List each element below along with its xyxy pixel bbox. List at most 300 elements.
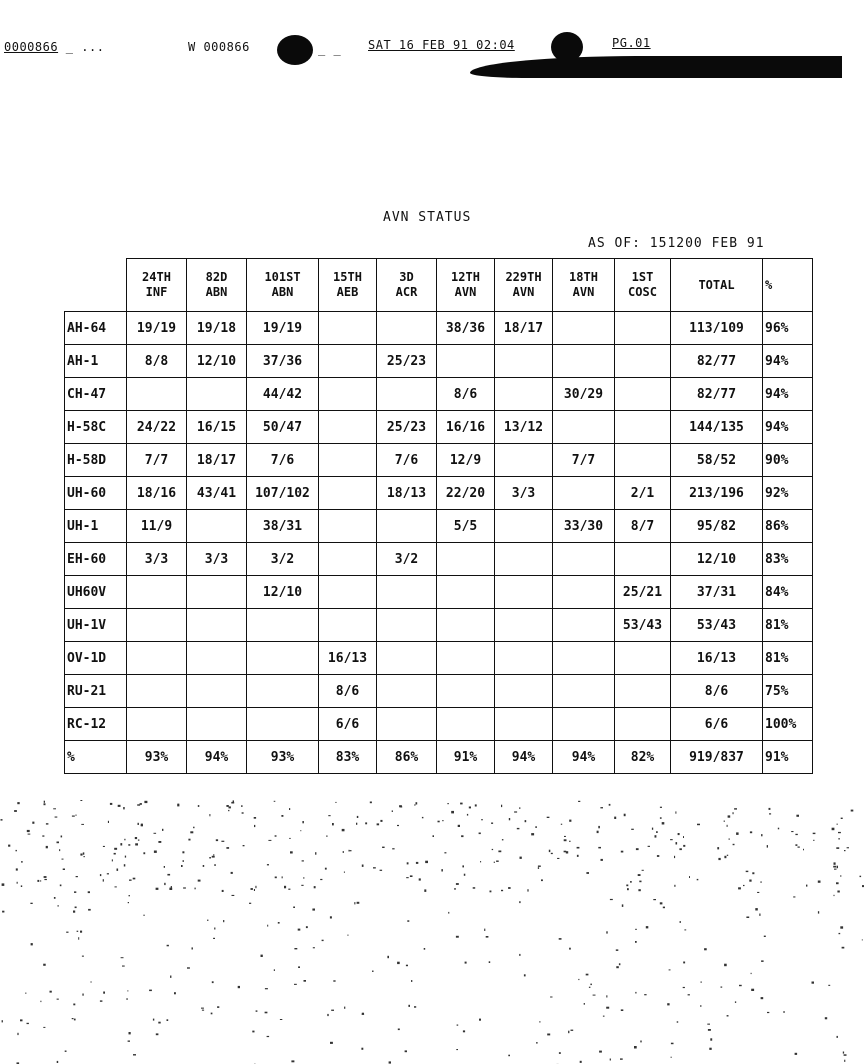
table-cell — [127, 642, 187, 675]
noise-speck — [312, 909, 315, 911]
document-title: AVN STATUS — [383, 210, 472, 225]
noise-speck — [198, 805, 200, 807]
noise-speck — [751, 973, 752, 974]
noise-speck — [627, 888, 629, 890]
table-cell — [377, 312, 437, 345]
noise-speck — [344, 1007, 345, 1009]
table-cell — [187, 576, 247, 609]
noise-speck — [2, 883, 5, 886]
noise-speck — [490, 891, 492, 893]
noise-speck — [519, 807, 520, 808]
noise-speck — [406, 877, 409, 878]
noise-speck — [717, 847, 719, 849]
noise-speck — [84, 856, 85, 857]
noise-speck — [304, 980, 307, 982]
noise-speck — [261, 955, 263, 957]
noise-speck — [738, 887, 741, 889]
table-cell: 8/6 — [319, 675, 377, 708]
table-cell: 24/22 — [127, 411, 187, 444]
noise-speck — [447, 803, 448, 804]
noise-speck — [195, 888, 196, 890]
noise-speck — [749, 880, 751, 882]
table-cell — [247, 708, 319, 741]
noise-speck — [724, 964, 727, 967]
noise-speck — [43, 1027, 45, 1028]
noise-speck — [274, 969, 275, 971]
table-cell — [187, 609, 247, 642]
table-cell: 82% — [615, 741, 671, 774]
noise-speck — [599, 1051, 602, 1053]
table-cell: 6/6 — [319, 708, 377, 741]
table-cell — [319, 510, 377, 543]
noise-speck — [20, 1019, 23, 1021]
noise-speck — [198, 880, 201, 882]
noise-speck — [834, 895, 835, 896]
noise-speck — [727, 1015, 729, 1016]
noise-speck — [746, 871, 749, 872]
table-cell: 25/23 — [377, 345, 437, 378]
noise-speck — [683, 962, 685, 964]
noise-speck — [313, 947, 315, 948]
noise-speck — [1, 819, 3, 821]
noise-speck — [188, 839, 190, 841]
fax-id: W 000866 — [188, 40, 250, 54]
total-cell: 16/13 — [671, 642, 763, 675]
table-cell: 94% — [495, 741, 553, 774]
noise-speck — [82, 956, 84, 957]
noise-speck — [697, 824, 700, 826]
noise-speck — [129, 1032, 131, 1034]
table-row — [65, 345, 813, 378]
noise-speck — [408, 1005, 410, 1007]
noise-speck — [154, 833, 157, 834]
noise-speck — [80, 854, 82, 856]
row-label: AH-1 — [65, 345, 127, 378]
noise-speck — [571, 1030, 574, 1031]
table-row — [65, 444, 813, 477]
column-header: 101ST ABN — [247, 259, 319, 312]
noise-speck — [170, 976, 171, 978]
noise-speck — [37, 880, 39, 882]
noise-speck — [354, 902, 355, 904]
table-cell: 5/5 — [437, 510, 495, 543]
noise-speck — [778, 828, 779, 830]
corner-cell — [65, 259, 127, 312]
table-cell — [615, 708, 671, 741]
table-cell — [553, 675, 615, 708]
table-cell — [319, 477, 377, 510]
noise-speck — [31, 943, 33, 945]
noise-speck — [59, 849, 60, 851]
noise-speck — [392, 810, 393, 812]
noise-speck — [129, 895, 131, 896]
noise-speck — [635, 992, 636, 994]
table-cell — [247, 675, 319, 708]
noise-speck — [616, 949, 619, 951]
noise-speck — [551, 853, 553, 854]
table-cell: 37/36 — [247, 345, 319, 378]
noise-speck — [282, 876, 283, 878]
noise-speck — [212, 981, 214, 983]
table-cell: 12/10 — [187, 345, 247, 378]
table-cell — [377, 378, 437, 411]
noise-speck — [832, 828, 835, 831]
total-cell: 37/31 — [671, 576, 763, 609]
column-header: 82D ABN — [187, 259, 247, 312]
table-cell: 7/7 — [553, 444, 615, 477]
noise-speck — [761, 960, 764, 962]
table-cell: 93% — [127, 741, 187, 774]
noise-speck — [382, 847, 385, 848]
noise-speck — [153, 1019, 154, 1021]
noise-speck — [433, 835, 435, 837]
noise-speck — [589, 987, 591, 988]
noise-speck — [757, 892, 759, 893]
noise-speck — [164, 883, 165, 885]
noise-speck — [167, 874, 170, 876]
noise-speck — [129, 880, 132, 881]
noise-speck — [564, 836, 566, 837]
noise-speck — [128, 1041, 130, 1042]
noise-speck — [28, 834, 31, 835]
noise-speck — [461, 835, 463, 837]
table-cell: 18/16 — [127, 477, 187, 510]
table-cell — [437, 708, 495, 741]
row-label: UH-60 — [65, 477, 127, 510]
noise-speck — [834, 862, 836, 864]
noise-speck — [767, 1012, 769, 1013]
noise-speck — [536, 1042, 538, 1043]
noise-speck — [759, 914, 760, 916]
noise-speck — [798, 847, 800, 848]
noise-speck — [114, 848, 117, 850]
noise-speck — [541, 879, 543, 881]
noise-speck — [121, 957, 124, 958]
table-cell: 18/17 — [495, 312, 553, 345]
noise-speck — [791, 831, 793, 832]
noise-speck — [580, 1061, 582, 1063]
table-cell — [319, 378, 377, 411]
table-cell — [127, 675, 187, 708]
noise-speck — [746, 917, 749, 919]
table-cell — [553, 609, 615, 642]
table-cell — [377, 642, 437, 675]
percent-cell: 83% — [763, 543, 813, 576]
noise-speck — [677, 1021, 679, 1022]
noise-speck — [818, 881, 821, 883]
row-label: RC-12 — [65, 708, 127, 741]
noise-speck — [254, 889, 255, 891]
noise-speck — [127, 998, 128, 1000]
noise-speck — [327, 1014, 328, 1016]
row-label: RU-21 — [65, 675, 127, 708]
noise-speck — [547, 1034, 550, 1036]
noise-speck — [454, 888, 455, 890]
noise-speck — [65, 1051, 67, 1052]
noise-speck — [278, 922, 280, 924]
noise-speck — [674, 885, 675, 887]
table-cell — [553, 543, 615, 576]
noise-speck — [652, 828, 653, 830]
noise-speck — [519, 954, 520, 956]
noise-speck — [254, 825, 255, 827]
table-cell — [127, 378, 187, 411]
percent-cell: 84% — [763, 576, 813, 609]
noise-speck — [683, 845, 685, 847]
noise-speck — [128, 902, 129, 903]
noise-speck — [80, 931, 82, 933]
noise-speck — [322, 940, 324, 941]
noise-speck — [53, 808, 56, 809]
noise-speck — [30, 903, 32, 904]
noise-speck — [462, 865, 464, 867]
noise-speck — [400, 806, 402, 807]
noise-speck — [843, 1052, 844, 1054]
noise-speck — [298, 929, 301, 931]
table-cell: 44/42 — [247, 378, 319, 411]
noise-speck — [467, 814, 468, 816]
noise-speck — [124, 839, 125, 841]
noise-speck — [27, 1023, 29, 1024]
noise-speck — [301, 885, 303, 886]
column-header: 1ST COSC — [615, 259, 671, 312]
noise-speck — [156, 888, 159, 890]
noise-speck — [709, 1048, 711, 1050]
noise-speck — [27, 830, 30, 832]
noise-speck — [202, 1010, 204, 1011]
noise-speck — [660, 902, 663, 904]
table-cell — [495, 378, 553, 411]
noise-speck — [17, 1033, 18, 1035]
table-cell: 53/43 — [615, 609, 671, 642]
noise-speck — [473, 887, 476, 889]
noise-speck — [365, 822, 367, 824]
table-cell — [187, 675, 247, 708]
noise-speck — [508, 887, 511, 889]
noise-speck — [569, 841, 570, 842]
noise-speck — [586, 974, 589, 976]
noise-speck — [679, 848, 682, 850]
noise-speck — [492, 849, 493, 850]
table-cell — [437, 609, 495, 642]
noise-speck — [21, 885, 22, 887]
noise-speck — [479, 833, 481, 835]
table-row — [65, 477, 813, 510]
noise-speck — [838, 838, 839, 839]
noise-speck — [480, 861, 481, 862]
table-cell: 83% — [319, 741, 377, 774]
noise-speck — [373, 867, 376, 868]
table-cell: 12/9 — [437, 444, 495, 477]
table-cell — [319, 444, 377, 477]
as-of-date: AS OF: 151200 FEB 91 — [588, 236, 765, 251]
noise-speck — [203, 865, 205, 867]
noise-speck — [154, 851, 157, 853]
noise-speck — [676, 842, 678, 844]
table-cell: 11/9 — [127, 510, 187, 543]
noise-speck — [387, 956, 389, 958]
noise-speck — [81, 824, 84, 825]
noise-speck — [502, 839, 504, 840]
noise-speck — [653, 899, 656, 900]
noise-speck — [288, 889, 290, 890]
noise-speck — [212, 856, 215, 858]
noise-speck — [61, 836, 63, 838]
noise-speck — [644, 994, 646, 995]
table-cell — [247, 642, 319, 675]
noise-speck — [590, 984, 592, 986]
noise-speck — [120, 843, 122, 845]
noise-speck — [675, 811, 676, 813]
noise-speck — [112, 859, 113, 861]
noise-speck — [187, 967, 190, 968]
noise-speck — [448, 912, 449, 914]
total-cell: 8/6 — [671, 675, 763, 708]
noise-speck — [82, 994, 83, 996]
noise-speck — [149, 990, 152, 992]
noise-speck — [207, 920, 208, 921]
noise-speck — [46, 846, 48, 848]
noise-speck — [226, 805, 228, 807]
percent-cell: 86% — [763, 510, 813, 543]
total-cell: 144/135 — [671, 411, 763, 444]
noise-speck — [486, 936, 489, 938]
table-cell: 3/2 — [377, 543, 437, 576]
noise-speck — [75, 815, 76, 816]
noise-speck — [538, 867, 539, 869]
total-cell: 82/77 — [671, 345, 763, 378]
noise-speck — [209, 814, 210, 816]
column-header: 12TH AVN — [437, 259, 495, 312]
noise-speck — [370, 802, 372, 804]
table-row — [65, 576, 813, 609]
noise-speck — [557, 858, 559, 859]
noise-speck — [519, 901, 520, 903]
noise-speck — [422, 817, 424, 818]
noise-speck — [501, 805, 502, 807]
noise-speck — [289, 808, 290, 810]
noise-speck — [491, 823, 493, 824]
noise-speck — [793, 896, 795, 897]
noise-speck — [326, 836, 328, 837]
table-cell — [247, 609, 319, 642]
noise-speck — [839, 933, 841, 934]
column-header: 18TH AVN — [553, 259, 615, 312]
noise-speck — [169, 888, 172, 890]
noise-speck — [456, 1049, 458, 1050]
noise-speck — [58, 905, 59, 907]
noise-speck — [306, 926, 308, 928]
column-header-percent: % — [763, 259, 813, 312]
noise-speck — [818, 911, 819, 913]
noise-speck — [438, 821, 440, 823]
table-cell — [319, 543, 377, 576]
noise-speck — [561, 824, 562, 825]
noise-speck — [635, 941, 637, 943]
noise-speck — [669, 969, 671, 970]
noise-speck — [213, 938, 215, 939]
ink-smear — [470, 56, 842, 78]
table-cell — [495, 609, 553, 642]
noise-speck — [620, 1058, 623, 1059]
noise-speck — [603, 1016, 605, 1017]
noise-speck — [862, 939, 863, 940]
noise-speck — [73, 1004, 75, 1006]
table-cell: 19/18 — [187, 312, 247, 345]
table-cell: 22/20 — [437, 477, 495, 510]
noise-speck — [158, 841, 161, 843]
noise-speck — [397, 825, 399, 826]
percent-cell: 75% — [763, 675, 813, 708]
noise-speck — [622, 904, 624, 907]
noise-speck — [496, 861, 499, 862]
noise-speck — [357, 902, 360, 904]
table-cell: 13/12 — [495, 411, 553, 444]
noise-speck — [158, 1022, 160, 1024]
table-cell — [187, 510, 247, 543]
noise-speck — [281, 815, 283, 817]
noise-speck — [103, 992, 105, 994]
noise-speck — [610, 899, 613, 900]
noise-speck — [734, 808, 737, 809]
table-cell — [495, 510, 553, 543]
noise-speck — [57, 999, 59, 1000]
noise-speck — [655, 835, 657, 837]
noise-speck — [74, 1019, 76, 1021]
noise-speck — [72, 816, 75, 817]
table-cell — [377, 609, 437, 642]
noise-speck — [2, 1020, 3, 1022]
noise-speck — [683, 836, 684, 838]
noise-speck — [256, 1010, 258, 1011]
noise-speck — [837, 824, 838, 825]
table-cell: 18/17 — [187, 444, 247, 477]
header-dash: _ _ — [318, 42, 342, 56]
noise-speck — [211, 1013, 213, 1015]
noise-speck — [25, 993, 26, 994]
noise-speck — [110, 803, 112, 805]
noise-speck — [662, 822, 665, 824]
table-row — [65, 642, 813, 675]
noise-speck — [670, 839, 673, 840]
noise-speck — [362, 865, 364, 867]
noise-speck — [251, 888, 253, 890]
noise-speck — [621, 1009, 624, 1011]
noise-speck — [484, 929, 485, 931]
table-cell: 16/13 — [319, 642, 377, 675]
table-cell — [437, 543, 495, 576]
noise-speck — [182, 851, 184, 853]
noise-speck — [242, 812, 244, 813]
noise-speck — [860, 876, 862, 877]
noise-speck — [333, 980, 335, 981]
noise-speck — [837, 866, 838, 869]
table-cell: 19/19 — [127, 312, 187, 345]
noise-speck — [424, 889, 426, 892]
table-cell — [437, 576, 495, 609]
noise-speck — [838, 832, 841, 833]
noise-speck — [539, 1021, 540, 1023]
noise-speck — [265, 1012, 268, 1014]
noise-speck — [143, 852, 145, 854]
noise-speck — [138, 823, 139, 825]
table-cell — [187, 642, 247, 675]
noise-speck — [16, 868, 18, 870]
noise-speck — [88, 891, 90, 893]
noise-speck — [769, 813, 771, 814]
noise-speck — [50, 991, 52, 993]
noise-speck — [700, 1005, 701, 1007]
